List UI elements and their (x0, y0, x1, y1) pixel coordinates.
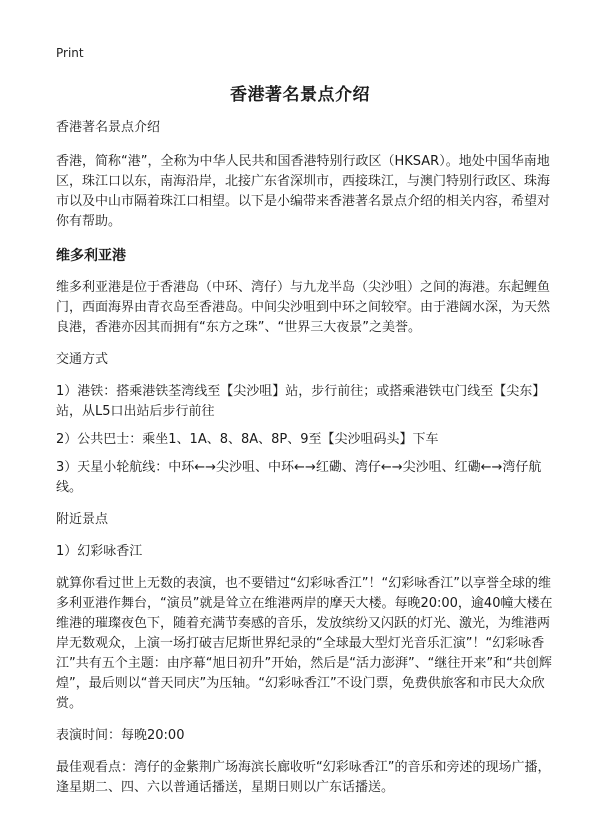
transport-item-bus: 2）公共巴士：乘坐1、1A、8、8A、8P、9至【尖沙咀码头】下车 (56, 432, 439, 447)
subtitle: 香港著名景点介绍 (56, 120, 161, 135)
show-time: 表演时间：每晚20:00 (56, 728, 185, 743)
section-heading-victoria-harbour: 维多利亚港 (56, 248, 126, 264)
transport-item-mtr: 1）港铁：搭乘港铁荃湾线至【尖沙咀】站，步行前往；或搭乘港铁屯门线至【尖东】站，从L5口出站后步行前往 (56, 384, 546, 419)
nearby-item: 1）幻彩咏香江 (56, 544, 143, 559)
transport-item-ferry: 3）天星小轮航线：中环←→尖沙咀、中环←→红磡、湾仔←→尖沙咀、红磡←→湾仔航线。 (56, 460, 542, 495)
transport-heading: 交通方式 (56, 352, 109, 367)
article-body (56, 118, 556, 798)
nearby-description: 就算你看过世上无数的表演，也不要错过“幻彩咏香江”！“幻彩咏香江”以享誉全球的维多利亚港作舞台，“演员”就是耸立在维港两岸的摩天大楼。每晚20:00，逾40幢大楼在维港的璀璨夜色下，随着充满节奏感的音乐，发放缤纷又闪跃的灯光、激光，为维港两岸无数观众，上演一场打破吉尼斯世界纪录的“全球最大型灯光音乐汇演”！“幻彩咏香江”共有五个主题：由序幕“旭日初升”开始，然后是“活力澎湃”、“继往开来”和“共创辉煌”，最后则以“普天同庆”为压轴。“幻彩咏香江”不设门票，免费供旅客和市民大众欣赏。 (56, 576, 553, 711)
best-view: 最佳观看点：湾仔的金紫荆广场海滨长廊收听“幻彩咏香江”的音乐和旁述的现场广播，逢星期二、四、六以普通话播送，星期日则以广东话播送。 (56, 760, 551, 795)
print-link[interactable]: Print (56, 46, 84, 60)
section-description: 维多利亚港是位于香港岛（中环、湾仔）与九龙半岛（尖沙咀）之间的海港。东起鲤鱼门，西面海界由青衣岛至香港岛。中间尖沙咀到中环之间较窄。由于港阔水深，为天然良港，香港亦因其而拥有“东方之珠”、“世界三大夜景”之美誉。 (56, 280, 551, 335)
nearby-heading: 附近景点 (56, 512, 109, 527)
intro-paragraph: 香港，简称“港”，全称为中华人民共和国香港特别行政区（HKSAR）。地处中国华南地区，珠江口以东，南海沿岸，北接广东省深圳市，西接珠江，与澳门特别行政区、珠海市以及中山市隔着珠江口相望。以下是小编带来香港著名景点介绍的相关内容，希望对你有帮助。 (56, 154, 551, 229)
page-title: 香港著名景点介绍 (230, 85, 370, 105)
